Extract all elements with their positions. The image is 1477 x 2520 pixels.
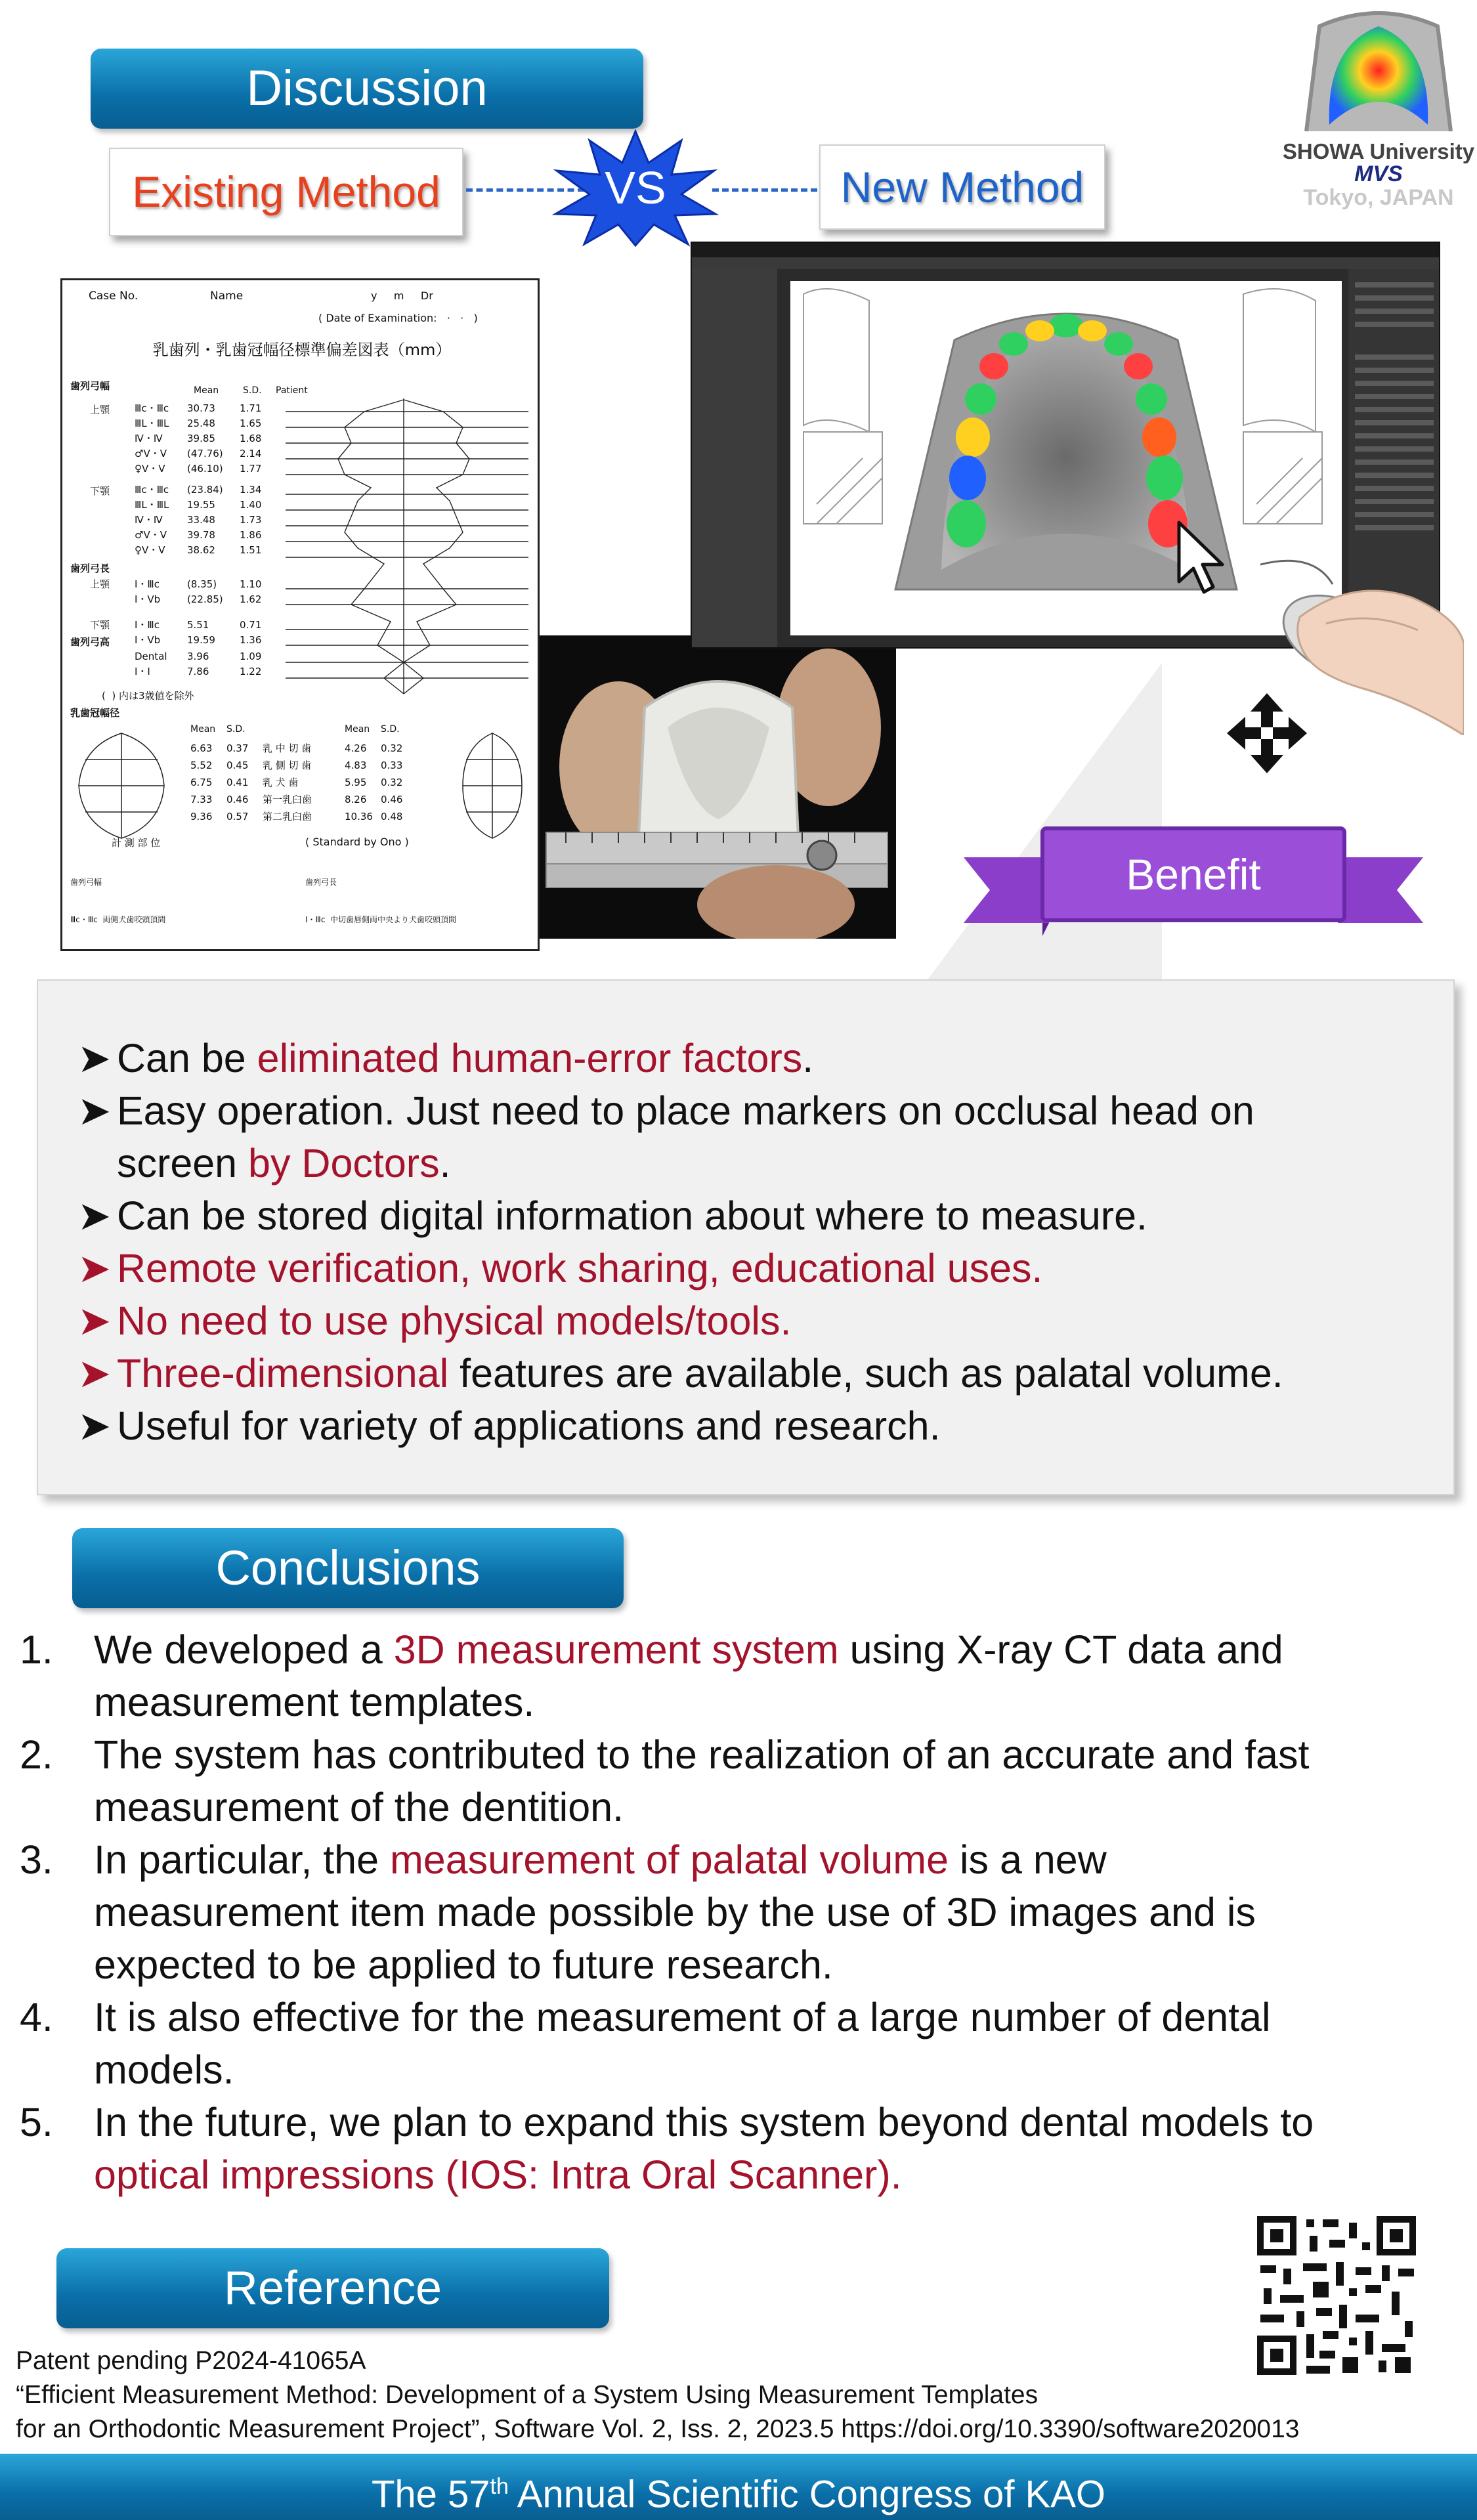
benefit-item-2: ➤ Easy operation. Just need to place markers on occlusal head on — [117, 1084, 1254, 1137]
reference-patent: Patent pending P2024-41065A — [16, 2347, 366, 2375]
table-row: Ⅰ・Ⅰ 7.86 1.22 — [135, 666, 262, 677]
benefit-item-7: ➤ Useful for variety of applications and research. — [117, 1399, 941, 1452]
table-row: Ⅰ・Ⅴb 19.59 1.36 — [135, 634, 262, 646]
reference-citation-line-2: for an Orthodontic Measurement Project”, Software Vol. 2, Iss. 2, 2023.5 https://doi.org/10.3390/software2020013 — [16, 2415, 1300, 2443]
form-site-notes-left: 歯列弓幅 Ⅲc・Ⅲc 両側犬歯咬頭頂間 — [70, 878, 166, 924]
software-title-bar — [692, 243, 1440, 257]
arrowhead-bullet-icon: ➤ — [77, 1403, 112, 1448]
form-name: Name — [210, 289, 244, 303]
form-lower-label: 下顎 — [90, 485, 110, 497]
table-row: 6.63 0.37 乳 中 切 歯 4.26 0.32 — [190, 742, 403, 754]
list-item: measurement item made possible by the use of 3D images and is — [94, 1890, 1256, 1934]
congress-footer-banner — [0, 2454, 1477, 2520]
form-note: ( ) 内は3歳値を除外 — [102, 690, 194, 702]
palatal-heatmap-3d-model — [790, 281, 1342, 635]
footer-text-sup: th — [490, 2474, 509, 2499]
footer-text-pre: The 57 — [371, 2473, 490, 2516]
logo-location: Tokyo, JAPAN — [1303, 185, 1454, 210]
table-row: ♀Ⅴ・Ⅴ (46.10) 1.77 — [135, 463, 262, 475]
arrowhead-bullet-icon: ➤ — [77, 1246, 112, 1291]
logo-mark: MVS — [1354, 161, 1403, 186]
showa-university-logo — [1280, 0, 1477, 217]
table-row: ⅢL・ⅢL 19.55 1.40 — [135, 499, 262, 511]
form-crown-col-mean: Mean — [190, 724, 216, 735]
form-section-arch-height: 歯列弓高 — [70, 636, 110, 648]
table-row: 9.36 0.57 第二乳臼歯 10.36 0.48 — [190, 811, 403, 822]
conclusion-number: 4. — [20, 1995, 53, 2039]
vs-label: VS — [605, 162, 666, 213]
deviation-chart-graphic — [279, 392, 535, 700]
existing-method-label: Existing Method — [132, 167, 440, 216]
table-row: ♂Ⅴ・Ⅴ (47.76) 2.14 — [135, 448, 262, 459]
form-crown-col-mean2: Mean — [345, 724, 370, 735]
list-item: In particular, the measurement of palatal volume is a new — [94, 1837, 1107, 1882]
form-section-arch-width: 歯列弓幅 — [70, 380, 110, 392]
benefit-item-4: ➤ Remote verification, work sharing, educational uses. — [117, 1242, 1042, 1294]
reference-title: Reference — [223, 2262, 442, 2315]
arrowhead-bullet-icon: ➤ — [77, 1036, 112, 1080]
table-row: 6.75 0.41 乳 犬 歯 5.95 0.32 — [190, 777, 403, 788]
form-length-upper-label: 上顎 — [90, 578, 110, 590]
table-row: ♂Ⅴ・Ⅴ 39.78 1.86 — [135, 529, 262, 541]
dashed-connector-right — [712, 188, 817, 192]
reference-citation-line-1: “Efficient Measurement Method: Development of a System Using Measurement Templates — [16, 2381, 1038, 2409]
arrowhead-bullet-icon: ➤ — [77, 1088, 112, 1133]
software-canvas — [790, 281, 1342, 635]
list-item: models. — [94, 2047, 234, 2092]
conclusion-number: 3. — [20, 1837, 53, 1882]
form-crown-col-sd2: S.D. — [381, 724, 400, 735]
vs-burst-icon — [550, 129, 721, 247]
form-site-notes-right: 歯列弓長 Ⅰ・Ⅲc 中切歯唇側両中央より犬歯咬頭頂間 — [305, 878, 457, 924]
list-item: It is also effective for the measurement of a large number of dental — [94, 1995, 1271, 2039]
arrowhead-bullet-icon: ➤ — [77, 1351, 112, 1396]
form-crown-rows — [190, 740, 453, 825]
new-method-box — [819, 144, 1105, 230]
benefit-panel — [37, 979, 1455, 1495]
list-item: optical impressions (IOS: Intra Oral Scanner). — [94, 2152, 902, 2197]
list-item: The system has contributed to the realization of an accurate and fast — [94, 1732, 1310, 1777]
table-row: Ⅳ・Ⅳ 39.85 1.68 — [135, 433, 262, 444]
list-item: We developed a 3D measurement system using X-ray CT data and — [94, 1627, 1283, 1672]
table-row: 5.52 0.45 乳 側 切 歯 4.83 0.33 — [190, 759, 403, 771]
form-case-no: Case No. — [89, 289, 139, 303]
form-section-arch-length: 歯列弓長 — [70, 563, 110, 574]
move-arrows-icon — [1224, 691, 1310, 776]
form-lower-rows — [135, 482, 286, 558]
form-col-mean: Mean — [194, 385, 219, 396]
form-standard: ( Standard by Ono ) — [305, 836, 409, 848]
upper-crown-diagram-icon — [69, 727, 174, 845]
form-date-units: y m Dr — [371, 289, 433, 302]
form-length-lower-rows — [135, 618, 286, 648]
table-row: Dental 3.96 1.09 — [135, 651, 262, 662]
lower-crown-diagram-icon — [453, 727, 532, 845]
software-menu-bar — [692, 257, 1440, 269]
new-method-label: New Method — [840, 163, 1084, 211]
conclusion-number: 2. — [20, 1732, 53, 1777]
discussion-title: Discussion — [246, 60, 488, 116]
caliper-measurement-photo — [540, 635, 896, 939]
form-col-patient: Patient — [276, 385, 308, 396]
form-measure-site: 計 測 部 位 — [112, 837, 161, 849]
discussion-header — [91, 49, 643, 129]
logo-university-name: SHOWA University — [1282, 139, 1475, 163]
form-crown-col-sd: S.D. — [226, 724, 246, 735]
form-section-crown: 乳歯冠幅径 — [70, 707, 120, 719]
form-height-rows — [135, 649, 286, 679]
form-upper-rows — [135, 401, 286, 477]
software-tool-panel — [692, 269, 777, 649]
benefit-item-6: ➤ Three-dimensional features are available, such as palatal volume. — [117, 1347, 1283, 1399]
form-upper-label: 上顎 — [90, 404, 110, 416]
table-row: Ⅳ・Ⅳ 33.48 1.73 — [135, 514, 262, 526]
form-table-title: 乳歯列・乳歯冠幅径標準偏差図表（mm） — [152, 341, 452, 359]
existing-measurement-form — [60, 278, 540, 951]
qr-code-icon — [1257, 2216, 1416, 2375]
benefit-title: Benefit — [1126, 850, 1261, 899]
dental-arch-logo-icon — [1280, 0, 1477, 138]
form-date-exam: ( Date of Examination: · · ) — [318, 312, 478, 324]
mouse-pointer-icon — [1175, 519, 1228, 597]
reference-header — [56, 2248, 609, 2328]
footer-text-post: Annual Scientific Congress of KAO — [508, 2473, 1106, 2516]
benefit-ribbon-banner — [964, 824, 1423, 943]
table-row: Ⅲc・Ⅲc 30.73 1.71 — [135, 402, 262, 414]
conclusion-number: 5. — [20, 2100, 53, 2145]
form-length-upper-rows — [135, 577, 286, 607]
conclusions-header — [72, 1528, 624, 1608]
table-row: ♀Ⅴ・Ⅴ 38.62 1.51 — [135, 544, 262, 556]
list-item: In the future, we plan to expand this system beyond dental models to — [94, 2100, 1314, 2145]
conclusion-number: 1. — [20, 1627, 53, 1672]
benefit-item-5: ➤ No need to use physical models/tools. — [117, 1294, 791, 1347]
form-length-lower-label: 下顎 — [90, 619, 110, 631]
list-item: measurement templates. — [94, 1680, 535, 1724]
existing-method-box — [109, 148, 463, 236]
benefit-item-2-cont: screen by Doctors. — [117, 1141, 451, 1185]
table-row: 7.33 0.46 第一乳臼歯 8.26 0.46 — [190, 794, 403, 805]
form-col-sd: S.D. — [243, 385, 262, 396]
table-row: Ⅰ・Ⅲc (8.35) 1.10 — [135, 578, 262, 590]
benefit-item-3: ➤ Can be stored digital information about where to measure. — [117, 1189, 1147, 1242]
arrowhead-bullet-icon: ➤ — [77, 1298, 112, 1343]
benefit-item-1: ➤ Can be eliminated human-error factors. — [117, 1032, 813, 1084]
arrowhead-bullet-icon: ➤ — [77, 1193, 112, 1238]
conclusions-list — [0, 1623, 1477, 2214]
table-row: ⅢL・ⅢL 25.48 1.65 — [135, 417, 262, 429]
list-item: measurement of the dentition. — [94, 1785, 624, 1829]
table-row: Ⅰ・Ⅲc 5.51 0.71 — [135, 619, 262, 631]
list-item: expected to be applied to future research. — [94, 1942, 833, 1987]
table-row: Ⅰ・Ⅴb (22.85) 1.62 — [135, 593, 262, 605]
conclusions-title: Conclusions — [215, 1541, 481, 1595]
table-row: Ⅲc・Ⅲc (23.84) 1.34 — [135, 484, 262, 496]
